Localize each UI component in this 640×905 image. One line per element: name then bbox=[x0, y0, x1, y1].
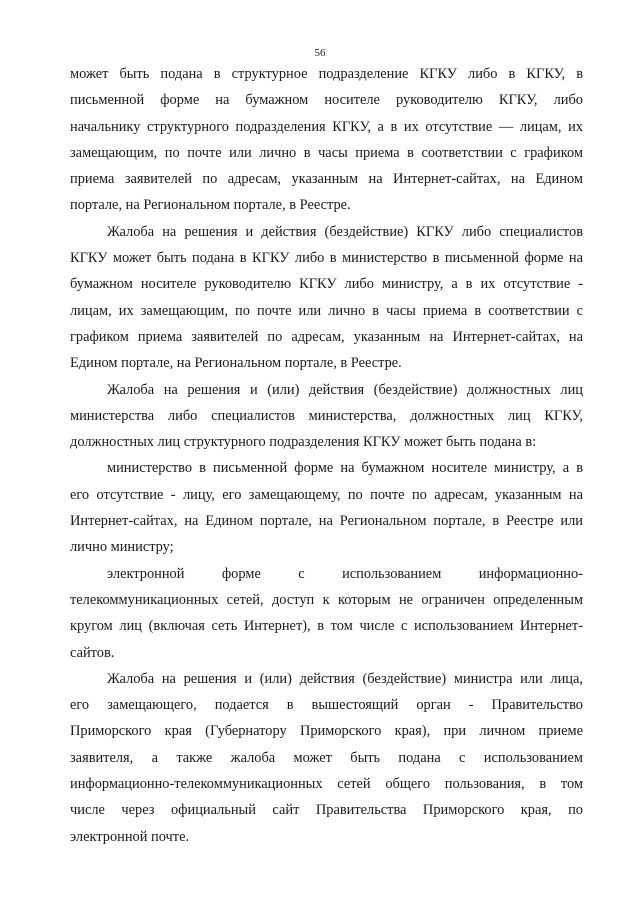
text-line: должностных лиц структурного подразделения КГКУ может быть подана в: bbox=[70, 434, 537, 451]
text-line: замещающим, по почте или лично в часы приема в соответствии с графиком bbox=[70, 144, 583, 161]
text-line: графиком приема заявителей по адресам, указанным на Интернет-сайтах, на bbox=[70, 328, 583, 345]
text-line: кругом лиц (включая сеть Интернет), в том числе с использованием Интернет- bbox=[70, 618, 583, 635]
text-line: Интернет-сайтах, на Едином портале, на Региональном портале, в Реестре или bbox=[70, 513, 583, 530]
text-line: министерства либо специалистов министерства, должностных лиц КГКУ, bbox=[70, 407, 583, 424]
text-line: КГКУ может быть подана в КГКУ либо в министерство в письменной форме на bbox=[70, 250, 583, 267]
page-number: 56 bbox=[314, 47, 326, 59]
text-line: Едином портале, на Региональном портале, в Реестре. bbox=[70, 355, 402, 372]
text-line: письменной форме на бумажном носителе руководителю КГКУ, либо bbox=[70, 92, 583, 109]
text-line: портале, на Региональном портале, в Реестре. bbox=[70, 197, 351, 214]
text-line: лично министру; bbox=[70, 539, 174, 556]
text-line: телекоммуникационных сетей, доступ к которым не ограничен определенным bbox=[70, 591, 583, 608]
text-line: заявителя, а также жалоба может быть подана с использованием bbox=[70, 749, 583, 766]
text-line: Жалоба на решения и действия (бездействие) КГКУ либо специалистов bbox=[107, 223, 583, 240]
text-line: его замещающего, подается в вышестоящий орган - Правительство bbox=[70, 697, 583, 714]
text-line: его отсутствие - лицу, его замещающему, по почте по адресам, указанным на bbox=[70, 486, 583, 503]
text-line: информационно-телекоммуникационных сетей общего пользования, в том bbox=[70, 776, 583, 793]
text-line: электронной форме с использованием информационно- bbox=[107, 565, 583, 582]
text-line: бумажном носителе руководителю КГКУ либо министру, а в их отсутствие - bbox=[70, 276, 583, 293]
text-line: лицам, их замещающим, по почте или лично в часы приема в соответствии с bbox=[70, 302, 583, 319]
text-line: сайтов. bbox=[70, 644, 115, 661]
text-line: может быть подана в структурное подразделение КГКУ либо в КГКУ, в bbox=[70, 66, 583, 82]
document-body bbox=[70, 61, 583, 850]
text-line: Жалоба на решения и (или) действия (бездействие) должностных лиц bbox=[107, 381, 583, 398]
text-line: Приморского края (Губернатору Приморского края), при личном приеме bbox=[70, 723, 583, 740]
text-line: начальнику структурного подразделения КГКУ, а в их отсутствие — лицам, их bbox=[70, 118, 583, 135]
text-line: министерство в письменной форме на бумажном носителе министру, а в bbox=[107, 460, 583, 477]
text-line: числе через официальный сайт Правительства Приморского края, по bbox=[70, 802, 583, 819]
text-line: Жалоба на решения и (или) действия (бездействие) министра или лица, bbox=[107, 670, 583, 687]
text-line: приема заявителей по адресам, указанным на Интернет-сайтах, на Едином bbox=[70, 171, 583, 188]
text-line: электронной почте. bbox=[70, 828, 190, 845]
